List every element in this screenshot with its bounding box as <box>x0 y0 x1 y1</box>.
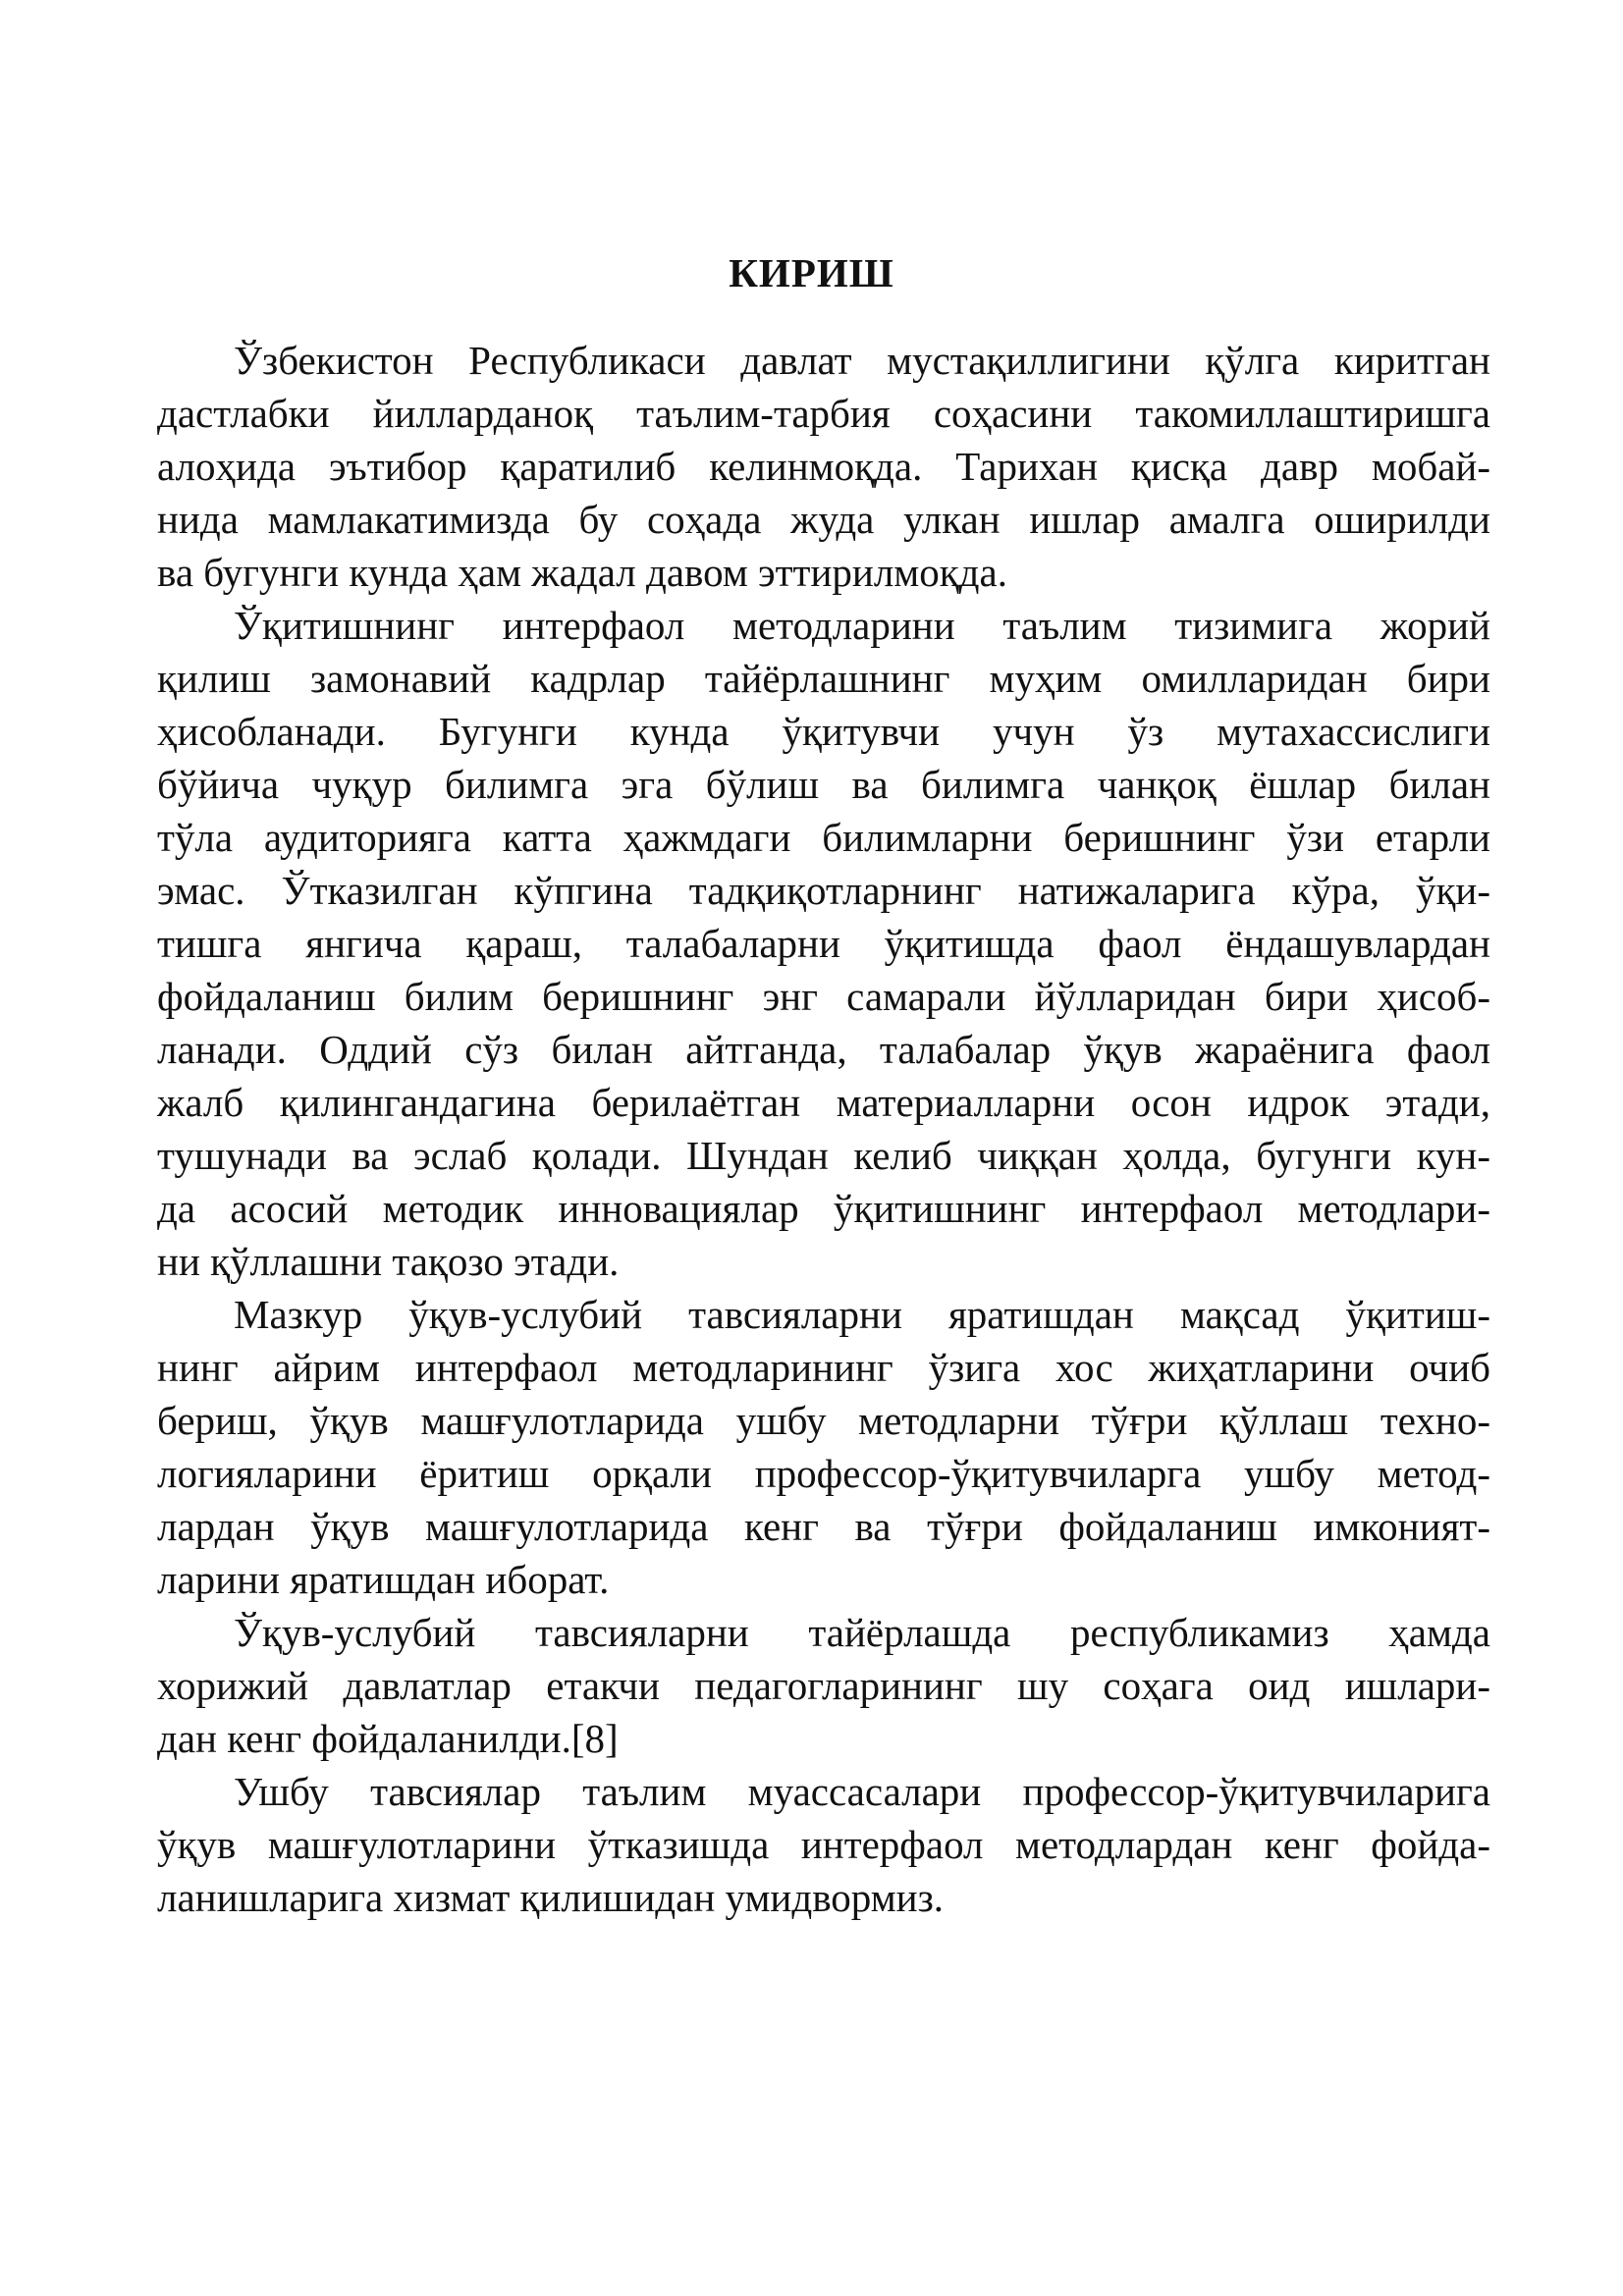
text-line: тишга янгича қараш, талабаларни ўқитишда фаол ёндашувлардан <box>157 921 1490 966</box>
text-line: Ўқув-услубий тавсияларни тайёрлашда республикамиз ҳамда <box>234 1610 1490 1655</box>
paragraph-5 <box>157 1765 1490 1924</box>
paragraph-2 <box>157 599 1490 1288</box>
text-line: тушунади ва эслаб қолади. Шундан келиб чиққан ҳолда, бугунги кун- <box>157 1133 1490 1178</box>
text-line: хорижий давлатлар етакчи педагогларининг шу соҳага оид ишлари- <box>157 1663 1490 1708</box>
text-line: ни қўллашни тақозо этади. <box>157 1239 620 1284</box>
text-line: ва бугунги кунда ҳам жадал давом эттирилмоқда. <box>157 550 1007 595</box>
text-line: лардан ўқув машғулотларида кенг ва тўғри фойдаланиш имконият- <box>157 1504 1490 1549</box>
text-line: нида мамлакатимизда бу соҳада жуда улкан ишлар амалга оширилди <box>157 497 1490 542</box>
text-line: жалб қилингандагина берилаётган материалларни осон идрок этади, <box>157 1080 1490 1125</box>
text-line: бериш, ўқув машғулотларида ушбу методларни тўғри қўллаш техно- <box>157 1398 1490 1443</box>
page-title: КИРИШ <box>729 250 894 295</box>
text-line: дастлабки йилларданоқ таълим-тарбия соҳасини такомиллаштиришга <box>157 391 1490 436</box>
text-line: ҳисобланади. Бугунги кунда ўқитувчи учун ўз мутахассислиги <box>157 709 1490 754</box>
document-body <box>157 334 1490 1924</box>
text-line: эмас. Ўтказилган кўпгина тадқиқотларнинг натижаларига кўра, ўқи- <box>157 868 1490 913</box>
paragraph-1 <box>157 334 1490 599</box>
text-line: тўла аудиторияга катта ҳажмдаги билимларни беришнинг ўзи етарли <box>157 815 1490 860</box>
text-line: алоҳида эътибор қаратилиб келинмоқда. Тарихан қисқа давр мобай- <box>157 444 1490 489</box>
text-line: Ўзбекистон Республикаси давлат мустақиллигини қўлга киритган <box>234 338 1490 383</box>
paragraph-4 <box>157 1606 1490 1765</box>
text-line: дан кенг фойдаланилди.[8] <box>157 1716 619 1761</box>
paragraph-3 <box>157 1288 1490 1606</box>
text-line: да асосий методик инновациялар ўқитишнинг интерфаол методлари- <box>157 1186 1490 1231</box>
text-line: бўйича чуқур билимга эга бўлиш ва билимга чанқоқ ёшлар билан <box>157 762 1490 807</box>
text-line: Мазкур ўқув-услубий тавсияларни яратишдан мақсад ўқитиш- <box>234 1292 1490 1337</box>
text-line: фойдаланиш билим беришнинг энг самарали йўлларидан бири ҳисоб- <box>157 974 1490 1019</box>
text-line: ларини яратишдан иборат. <box>157 1557 610 1602</box>
text-line: нинг айрим интерфаол методларининг ўзига хос жиҳатларини очиб <box>157 1345 1490 1390</box>
text-line: ланишларига хизмат қилишидан умидвормиз. <box>157 1875 945 1920</box>
text-line: Ўқитишнинг интерфаол методларини таълим тизимига жорий <box>234 603 1490 648</box>
text-line: ланади. Оддий сўз билан айтганда, талабалар ўқув жараёнига фаол <box>157 1027 1490 1072</box>
text-line: қилиш замонавий кадрлар тайёрлашнинг муҳим омилларидан бири <box>157 656 1490 701</box>
text-line: логияларини ёритиш орқали профессор-ўқитувчиларга ушбу метод- <box>157 1451 1490 1496</box>
text-line: Ушбу тавсиялар таълим муассасалари профессор-ўқитувчиларига <box>234 1769 1490 1814</box>
text-line: ўқув машғулотларини ўтказишда интерфаол методлардан кенг фойда- <box>157 1822 1490 1867</box>
